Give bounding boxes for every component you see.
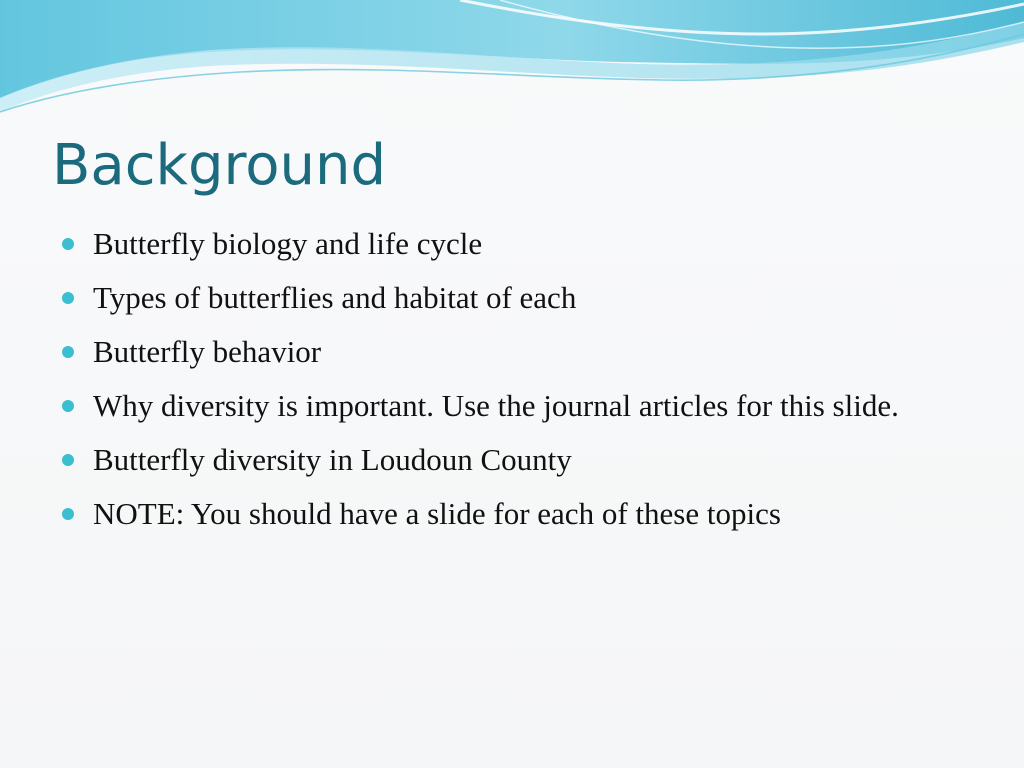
bullet-text: Butterfly diversity in Loudoun County [93, 442, 572, 477]
bullet-item [62, 276, 982, 320]
bullet-item [62, 438, 982, 482]
slide-title: Background [52, 133, 387, 198]
bullet-item [62, 330, 982, 374]
bullet-text: Butterfly biology and life cycle [93, 226, 483, 261]
filled-circle-bullet-icon [62, 454, 74, 466]
bullet-text: Why diversity is important. Use the journal articles for this slide. [93, 388, 899, 423]
filled-circle-bullet-icon [62, 400, 74, 412]
filled-circle-bullet-icon [62, 238, 74, 250]
bullet-list [62, 222, 982, 546]
bullet-item [62, 384, 982, 428]
filled-circle-bullet-icon [62, 346, 74, 358]
bullet-text: Types of butterflies and habitat of each [93, 280, 577, 315]
bullet-text: Butterfly behavior [93, 334, 322, 369]
filled-circle-bullet-icon [62, 292, 74, 304]
filled-circle-bullet-icon [62, 508, 74, 520]
header-wave-decoration [0, 0, 1024, 130]
bullet-item [62, 492, 982, 536]
bullet-item [62, 222, 982, 266]
bullet-text: NOTE: You should have a slide for each of these topics [93, 496, 781, 531]
